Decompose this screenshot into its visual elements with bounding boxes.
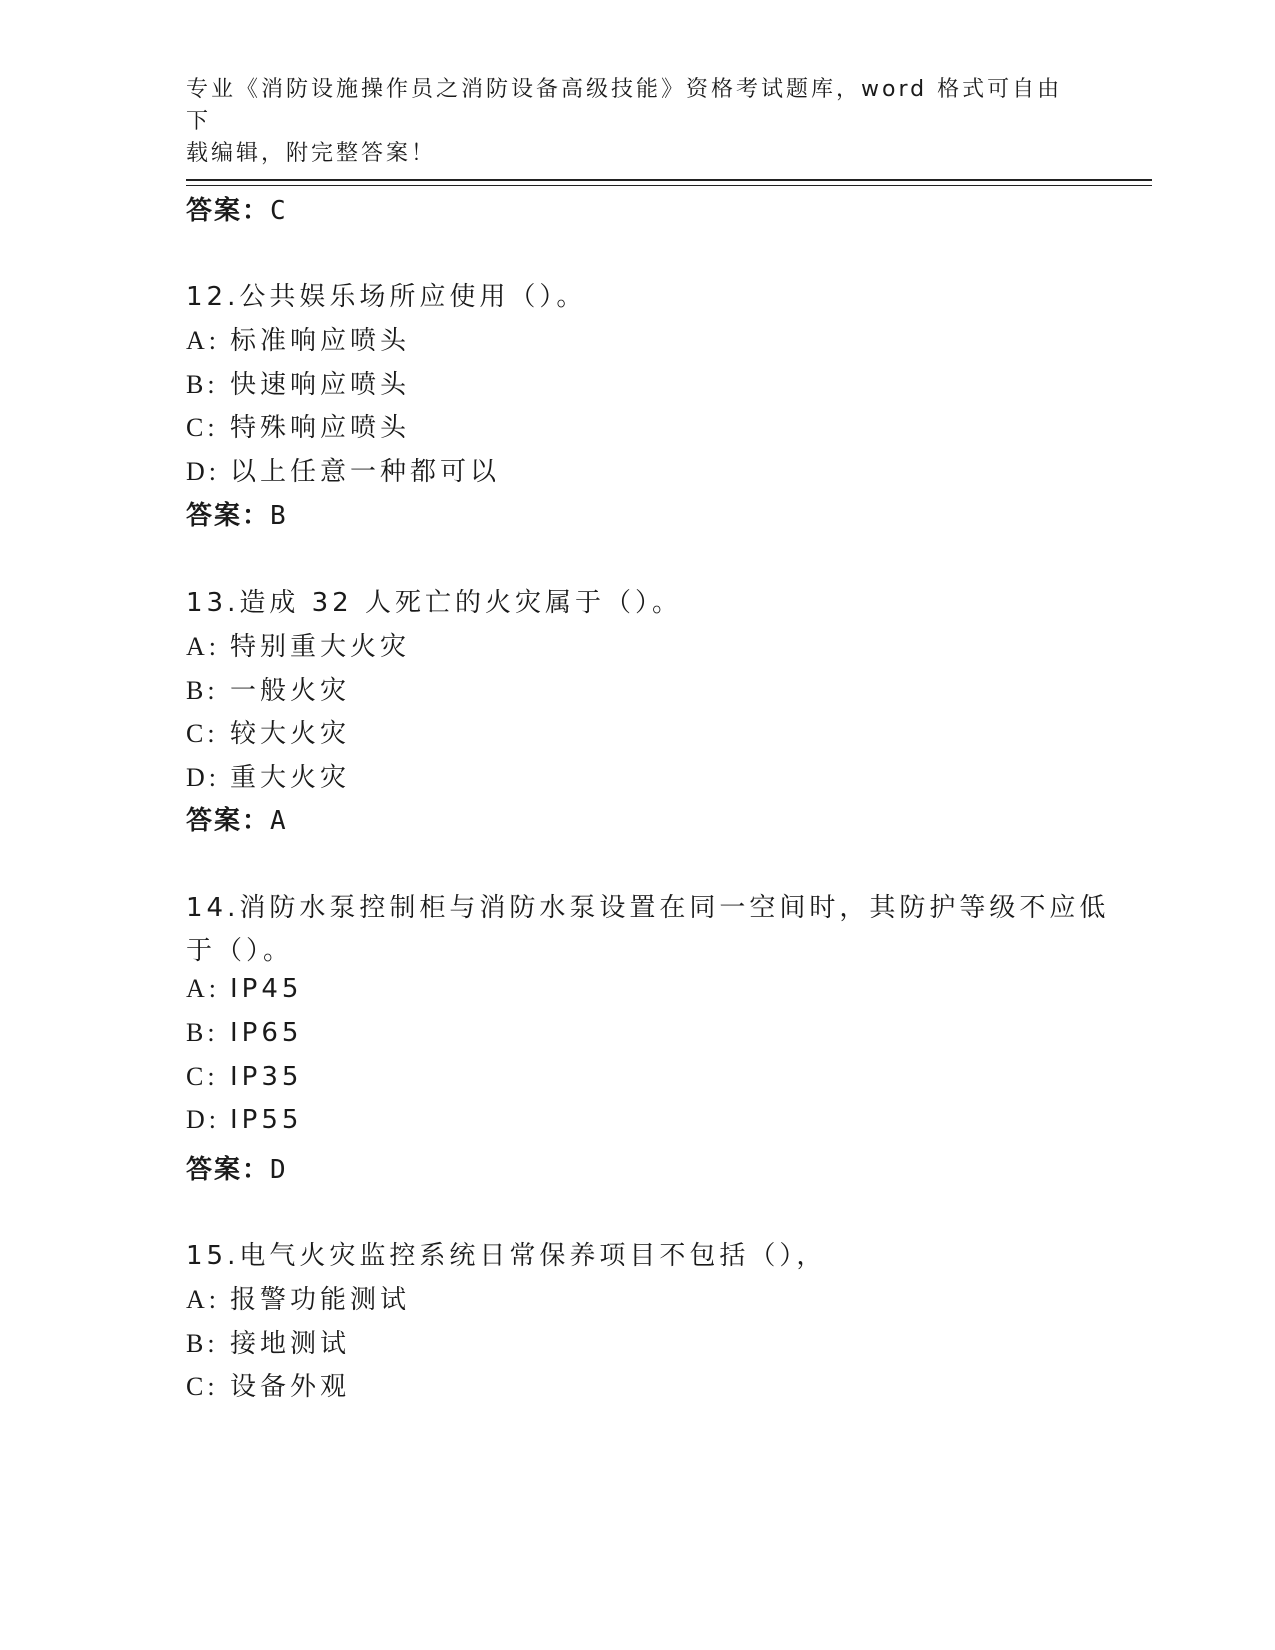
option-letter: C:	[186, 1062, 219, 1091]
question-15-option-b	[186, 1323, 350, 1360]
question-12-option-a	[186, 320, 410, 357]
option-text: 快速响应喷头	[230, 370, 411, 400]
question-14-stem-line-2: 于（）。	[186, 936, 294, 966]
question-14-option-a	[186, 974, 302, 1004]
option-text: 接地测试	[230, 1329, 351, 1359]
answer-label: 答案：	[186, 501, 271, 531]
option-text: 标准响应喷头	[230, 326, 411, 356]
answer-label: 答案：	[186, 806, 271, 836]
header-divider-thick	[186, 179, 1152, 181]
question-14-option-b	[186, 1018, 302, 1048]
answer-14	[186, 1149, 288, 1186]
question-13-option-b	[186, 670, 350, 707]
option-text: 设备外观	[230, 1372, 351, 1402]
option-letter: B:	[186, 1018, 219, 1047]
option-letter: D:	[186, 763, 220, 792]
header-line-2: 载编辑，附完整答案！	[186, 141, 437, 166]
option-text: IP55	[230, 1105, 303, 1135]
question-12-option-c	[186, 407, 410, 444]
option-letter: C:	[186, 1372, 219, 1401]
option-text: 特别重大火灾	[230, 632, 411, 662]
answer-12	[186, 495, 288, 532]
answer-value: C	[270, 196, 288, 226]
option-letter: A:	[186, 326, 220, 355]
option-text: 较大火灾	[230, 719, 351, 749]
option-letter: A:	[186, 974, 220, 1003]
document-header	[186, 74, 1066, 170]
option-letter: A:	[186, 632, 220, 661]
header-divider-thin	[186, 185, 1152, 186]
question-13-option-a	[186, 626, 410, 663]
answer-value: B	[270, 501, 288, 531]
option-letter: D:	[186, 1105, 220, 1134]
option-text: 特殊响应喷头	[230, 413, 411, 443]
option-letter: B:	[186, 370, 219, 399]
option-text: 报警功能测试	[230, 1285, 411, 1315]
answer-value: D	[270, 1155, 288, 1185]
option-text: 重大火灾	[230, 763, 351, 793]
option-letter: C:	[186, 413, 219, 442]
question-15-option-a	[186, 1279, 410, 1316]
question-14-option-d	[186, 1105, 302, 1135]
question-13-option-d	[186, 757, 350, 794]
option-text: IP35	[230, 1062, 303, 1092]
option-text: 一般火灾	[230, 676, 351, 706]
option-letter: C:	[186, 719, 219, 748]
answer-prev	[186, 190, 288, 227]
question-13-stem: 13.造成 32 人死亡的火灾属于（）。	[186, 588, 682, 618]
option-text: 以上任意一种都可以	[230, 457, 501, 487]
question-14-option-c	[186, 1062, 302, 1092]
question-12-option-b	[186, 364, 410, 401]
answer-13	[186, 800, 288, 837]
answer-value: A	[270, 806, 288, 836]
option-letter: D:	[186, 457, 220, 486]
option-letter: B:	[186, 676, 219, 705]
option-letter: A:	[186, 1285, 220, 1314]
option-text: IP45	[230, 974, 303, 1004]
question-12-option-d	[186, 451, 500, 488]
header-line-1: 专业《消防设施操作员之消防设备高级技能》资格考试题库，word 格式可自由下	[186, 77, 1063, 134]
option-letter: B:	[186, 1329, 219, 1358]
question-14-stem-line-1: 14.消防水泵控制柜与消防水泵设置在同一空间时，其防护等级不应低	[186, 893, 1110, 923]
question-12-stem: 12.公共娱乐场所应使用（）。	[186, 282, 587, 312]
question-15-option-c	[186, 1366, 350, 1403]
question-15-stem: 15.电气火灾监控系统日常保养项目不包括（），	[186, 1241, 827, 1271]
answer-label: 答案：	[186, 1155, 271, 1185]
question-13-option-c	[186, 713, 350, 750]
option-text: IP65	[230, 1018, 303, 1048]
answer-label: 答案：	[186, 196, 271, 226]
